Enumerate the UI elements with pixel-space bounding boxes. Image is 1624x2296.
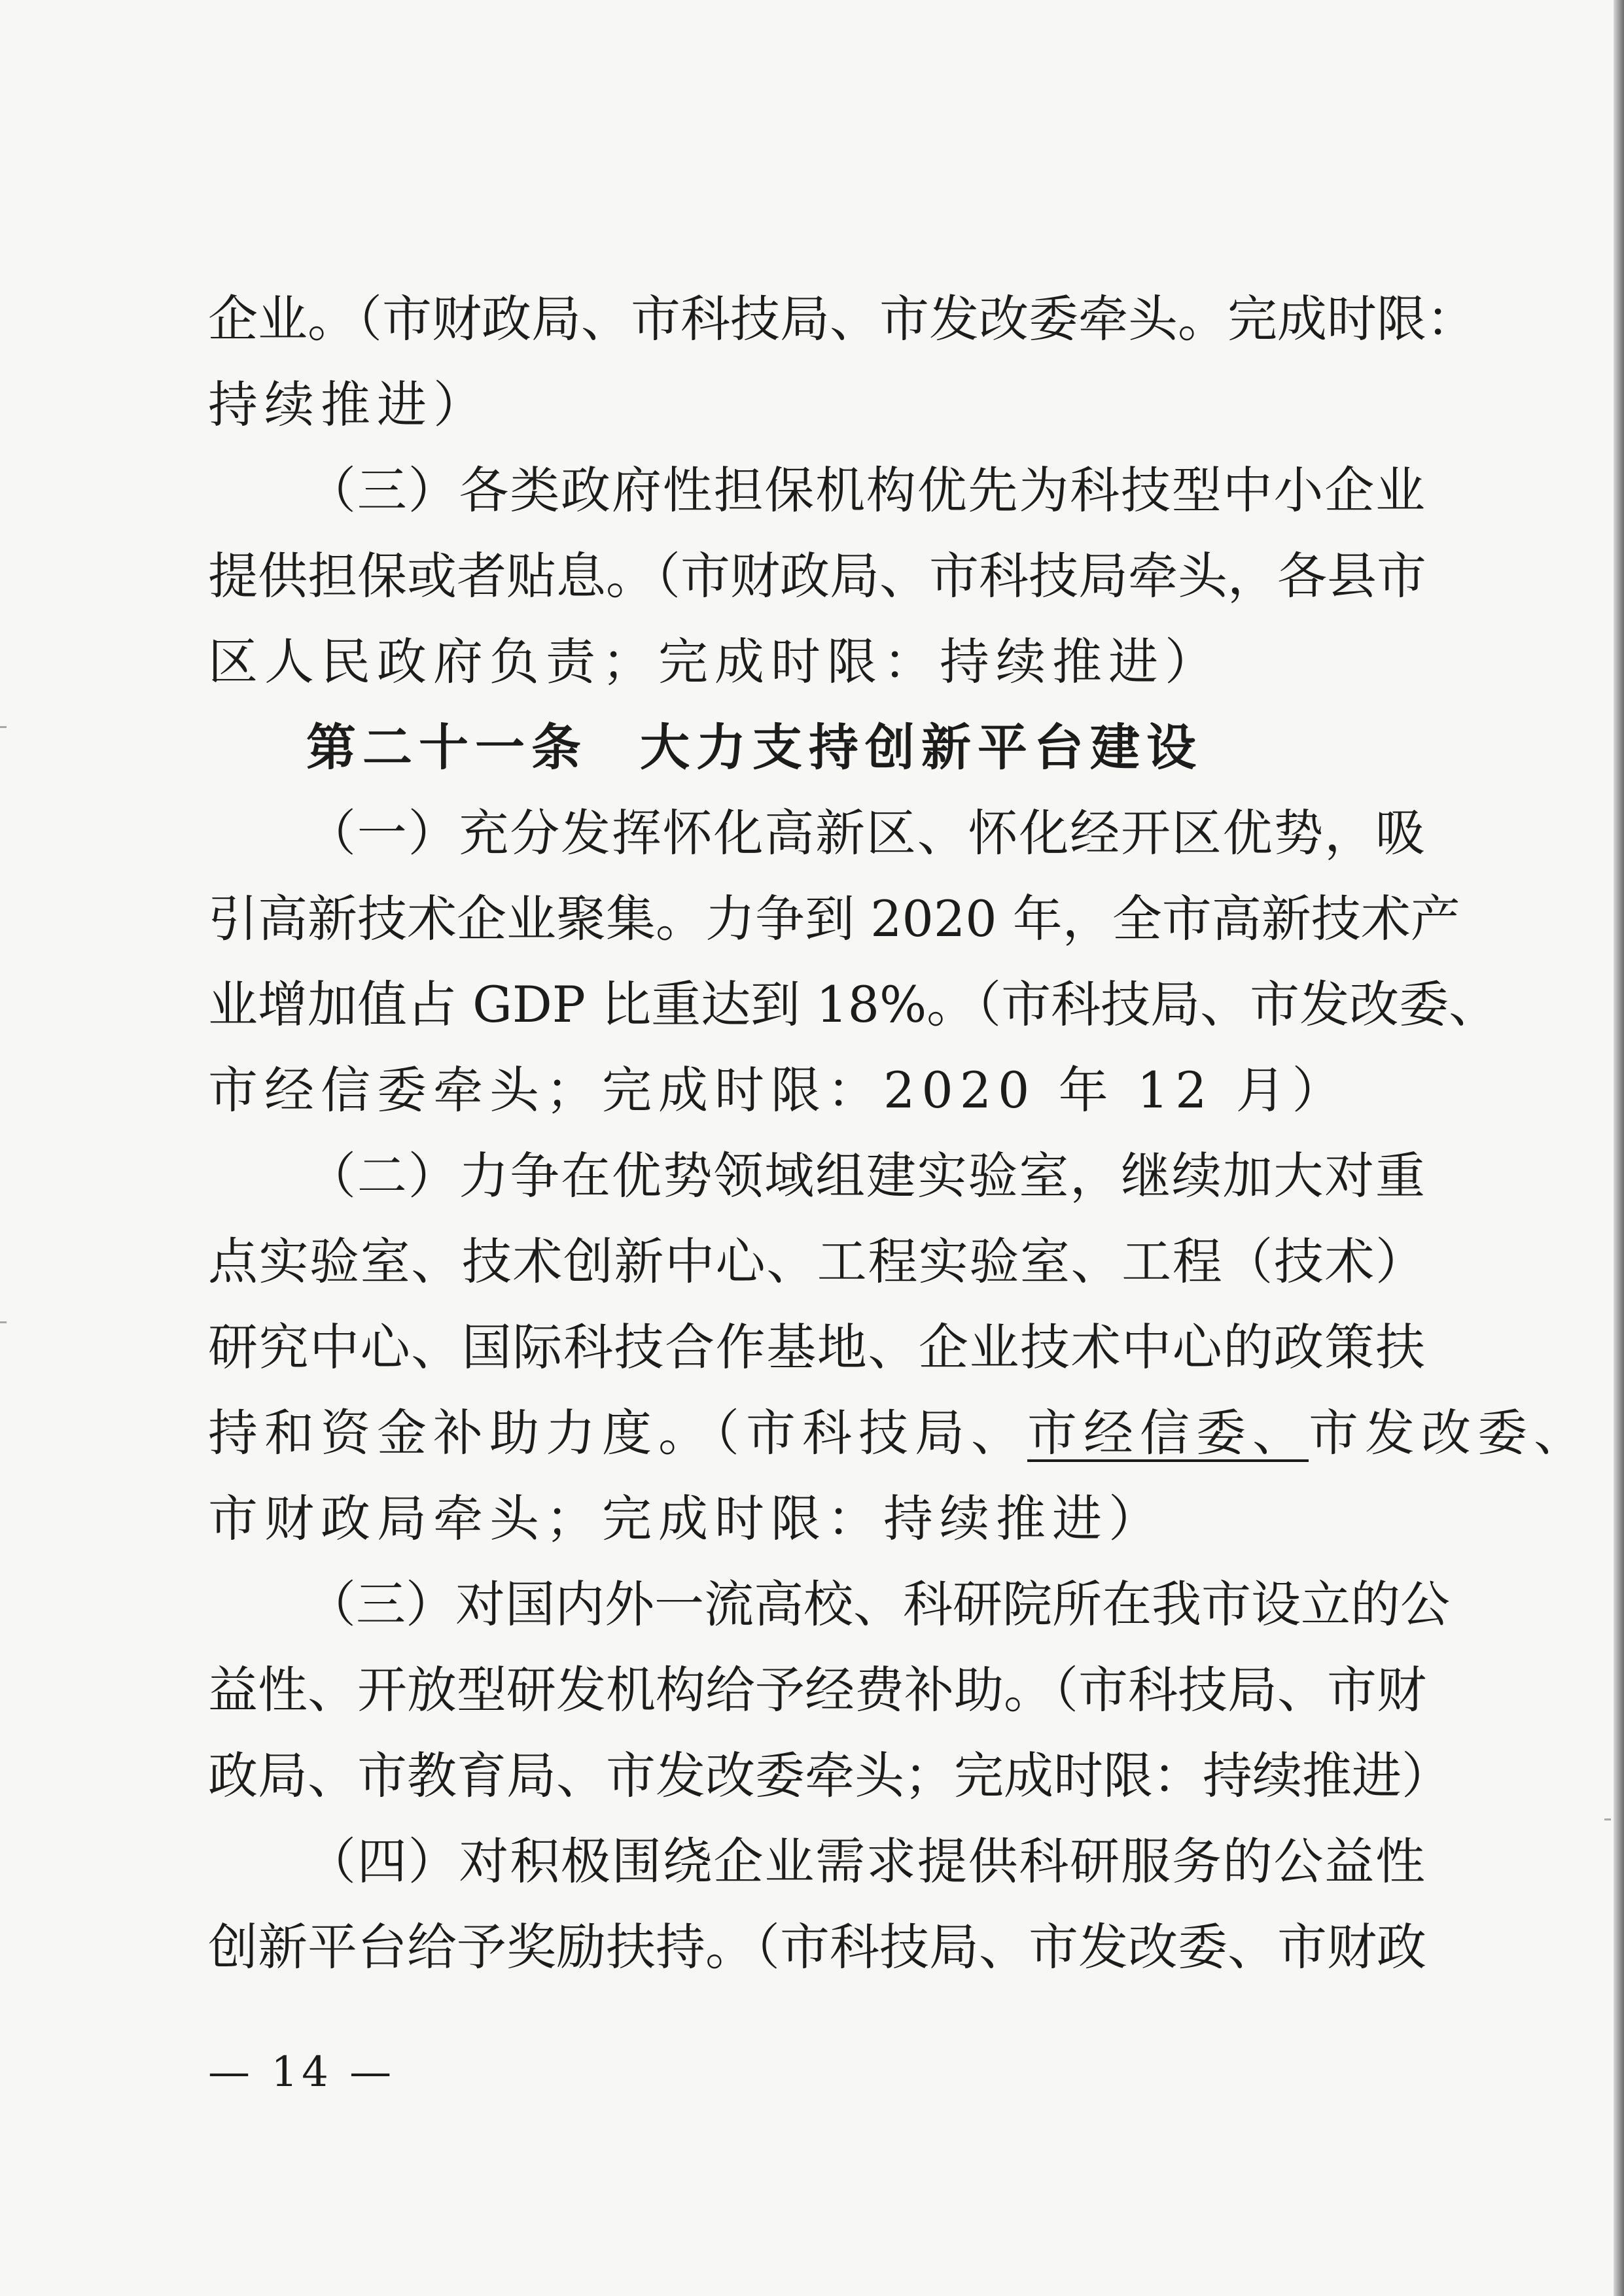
- paragraph-start-line: （一）充分发挥怀化高新区、怀化经开区优势，吸: [306, 804, 1425, 862]
- text-line: 市经信委牵头；完成时限：2020 年 12 月）: [208, 1061, 1349, 1119]
- scan-artifact: [0, 726, 7, 728]
- text-line: 企业。（市财政局、市科技局、市发改委牵头。完成时限：: [208, 290, 1476, 348]
- text-segment: 市发改委、: [1309, 1404, 1590, 1462]
- scan-edge-shadow: [1614, 0, 1624, 2296]
- text-line: 政局、市教育局、市发改委牵头；完成时限：持续推进）: [208, 1747, 1451, 1805]
- text-line: 引高新技术企业聚集。力争到 2020 年，全市高新技术产: [208, 890, 1460, 948]
- text-line: 区人民政府负责；完成时限：持续推进）: [208, 633, 1221, 691]
- text-line: 业增加值占 GDP 比重达到 18%。（市科技局、市发改委、: [208, 975, 1499, 1034]
- paragraph-start-line: （二）力争在优势领域组建实验室，继续加大对重: [306, 1147, 1425, 1205]
- text-line: 益性、开放型研发机构给予经费补助。（市科技局、市财: [208, 1661, 1426, 1719]
- paragraph-start-line: （三）各类政府性担保机构优先为科技型中小企业: [306, 461, 1425, 519]
- page-number: — 14 —: [208, 2048, 396, 2096]
- text-segment: 持和资金补助力度。（市科技局、: [208, 1404, 1027, 1462]
- article-number: 第二十一条: [306, 718, 588, 776]
- text-line: 点实验室、技术创新中心、工程实验室、工程（技术）: [208, 1232, 1425, 1291]
- text-line: [208, 1390, 1590, 1476]
- text-line: 创新平台给予奖励扶持。（市科技局、市发改委、市财政: [208, 1918, 1426, 1976]
- article-heading: [208, 704, 1425, 790]
- text-line: 研究中心、国际科技合作基地、企业技术中心的政策扶: [208, 1318, 1425, 1376]
- paragraph-start-line: （三）对国内外一流高校、科研院所在我市设立的公: [306, 1575, 1450, 1633]
- paragraph-start-line: （四）对积极围绕企业需求提供科研服务的公益性: [306, 1832, 1425, 1890]
- text-line: 持续推进）: [208, 375, 489, 434]
- body-text: [208, 276, 1590, 1990]
- scan-artifact: [0, 1321, 7, 1323]
- text-line: 提供担保或者贴息。（市财政局、市科技局牵头，各县市: [208, 547, 1426, 605]
- underlined-text: 市经信委、: [1027, 1404, 1309, 1462]
- text-line: 市财政局牵头；完成时限：持续推进）: [208, 1489, 1165, 1548]
- scan-artifact: [1604, 1818, 1611, 1820]
- article-title: 大力支持创新平台建设: [640, 718, 1203, 776]
